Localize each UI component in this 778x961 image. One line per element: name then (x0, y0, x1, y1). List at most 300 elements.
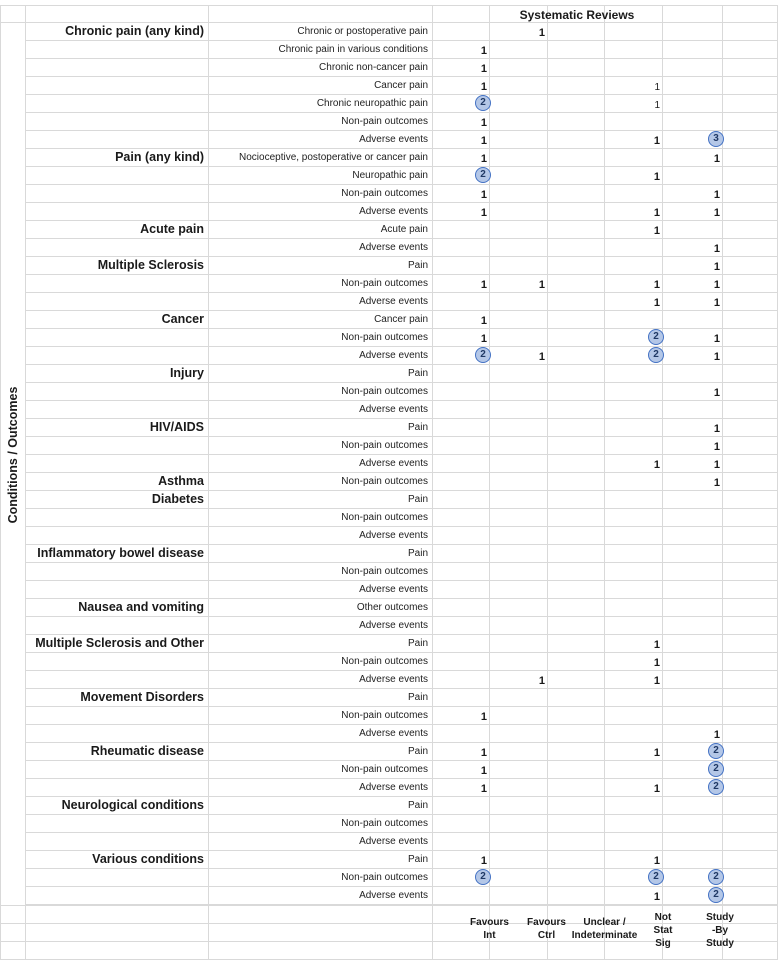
cell-favours_ctrl (489, 599, 547, 616)
cell-study_by_study (662, 653, 722, 670)
table-row (25, 221, 778, 239)
cell-unclear_indeterminate (547, 311, 604, 328)
cell-unclear_indeterminate (547, 797, 604, 814)
cell-favours_int (432, 671, 489, 688)
circled-count: 2 (708, 869, 724, 885)
cell-favours_int (432, 185, 489, 202)
row-tail (722, 365, 778, 382)
cell-not_stat_sig (604, 509, 662, 526)
cell-study_by_study (662, 473, 722, 490)
cell-unclear_indeterminate (547, 527, 604, 544)
cell-not_stat_sig (604, 401, 662, 418)
cell-favours_ctrl (489, 833, 547, 850)
cell-not_stat_sig (604, 131, 662, 148)
cell-not_stat_sig (604, 455, 662, 472)
row-tail (722, 671, 778, 688)
row-tail (722, 761, 778, 778)
condition-label (25, 401, 208, 418)
table-row (25, 293, 778, 311)
condition-label (25, 113, 208, 130)
cell-not_stat_sig (604, 41, 662, 58)
table-row (25, 203, 778, 221)
cell-favours_int (432, 473, 489, 490)
cell-study_by_study (662, 149, 722, 166)
cell-study_by_study (662, 59, 722, 76)
count: 1 (480, 333, 487, 345)
cell-favours_int (432, 545, 489, 562)
cell-not_stat_sig (604, 257, 662, 274)
cell-favours_ctrl (489, 527, 547, 544)
count: 1 (713, 297, 720, 309)
row-tail (722, 95, 778, 112)
cell-study_by_study (662, 131, 722, 148)
table-row (25, 419, 778, 437)
table-row (25, 815, 778, 833)
condition-label (25, 347, 208, 364)
outcome-label: Adverse events (359, 350, 428, 361)
table-title: Systematic Reviews (519, 8, 635, 22)
row-tail (722, 887, 778, 904)
cell-study_by_study (662, 203, 722, 220)
outcome-label: Non-pain outcomes (341, 440, 428, 451)
count: 1 (480, 783, 487, 795)
cell-favours_ctrl (489, 851, 547, 868)
cell-favours_int (432, 329, 489, 346)
cell-favours_ctrl (489, 95, 547, 112)
cell-favours_int (432, 59, 489, 76)
count: 1 (480, 63, 487, 75)
row-tail (722, 833, 778, 850)
cell-study_by_study (662, 491, 722, 508)
column-label-line: -By (711, 925, 729, 936)
condition-label (25, 239, 208, 256)
cell-favours_ctrl (489, 491, 547, 508)
condition-label (25, 617, 208, 634)
outcome-label: Adverse events (359, 782, 428, 793)
cell-study_by_study (662, 635, 722, 652)
row-tail (722, 59, 778, 76)
count: 1 (653, 855, 660, 867)
cell-favours_ctrl (489, 671, 547, 688)
table-row (25, 761, 778, 779)
circled-count: 2 (475, 869, 491, 885)
column-label-line: Indeterminate (571, 930, 638, 941)
count: 1 (480, 765, 487, 777)
cell-unclear_indeterminate (547, 347, 604, 364)
circled-count: 2 (708, 887, 724, 903)
cell-favours_int (432, 797, 489, 814)
cell-favours_ctrl (489, 329, 547, 346)
count: 1 (653, 675, 660, 687)
table-row (25, 887, 778, 905)
cell-study_by_study (662, 509, 722, 526)
cell-study_by_study (662, 455, 722, 472)
condition-label (25, 95, 208, 112)
cell-favours_ctrl (489, 509, 547, 526)
condition-label (25, 509, 208, 526)
table-row (25, 563, 778, 581)
condition-label: Multiple Sclerosis (97, 258, 204, 272)
count: 1 (713, 387, 720, 399)
cell-not_stat_sig (604, 797, 662, 814)
condition-label (25, 653, 208, 670)
cell-study_by_study (662, 689, 722, 706)
condition-label: Neurological conditions (61, 798, 204, 812)
cell-study_by_study (662, 113, 722, 130)
cell-unclear_indeterminate (547, 149, 604, 166)
count: 1 (480, 747, 487, 759)
count: 1 (713, 333, 720, 345)
cell-favours_ctrl (489, 887, 547, 904)
condition-label (25, 77, 208, 94)
condition-label (25, 41, 208, 58)
cell-study_by_study (662, 383, 722, 400)
column-label-study_by_study (665, 911, 775, 950)
table-row (25, 869, 778, 887)
cell-not_stat_sig (604, 833, 662, 850)
cell-study_by_study (662, 257, 722, 274)
cell-favours_ctrl (489, 563, 547, 580)
cell-study_by_study (662, 617, 722, 634)
cell-not_stat_sig (604, 563, 662, 580)
column-label-line: Int (483, 930, 496, 941)
circled-count: 2 (708, 761, 724, 777)
cell-study_by_study (662, 41, 722, 58)
cell-unclear_indeterminate (547, 851, 604, 868)
table-row (25, 185, 778, 203)
cell-favours_int (432, 689, 489, 706)
cell-not_stat_sig (604, 887, 662, 904)
cell-favours_ctrl (489, 293, 547, 310)
condition-label (25, 779, 208, 796)
cell-study_by_study (662, 329, 722, 346)
column-label-line: Study (706, 912, 734, 923)
cell-not_stat_sig (604, 149, 662, 166)
cell-study_by_study (662, 671, 722, 688)
cell-unclear_indeterminate (547, 689, 604, 706)
cell-not_stat_sig (604, 239, 662, 256)
condition-label (25, 833, 208, 850)
outcome-label: Cancer pain (374, 314, 428, 325)
table-body (0, 23, 778, 905)
cell-not_stat_sig (604, 59, 662, 76)
table-row (25, 77, 778, 95)
row-tail (722, 527, 778, 544)
cell-favours_ctrl (489, 221, 547, 238)
count: 1 (713, 153, 720, 165)
condition-label (25, 131, 208, 148)
condition-label: Various conditions (92, 852, 204, 866)
cell-study_by_study (662, 779, 722, 796)
cell-study_by_study (662, 797, 722, 814)
outcome-label: Non-pain outcomes (341, 818, 428, 829)
table-row (25, 527, 778, 545)
condition-label (25, 59, 208, 76)
cell-favours_int (432, 437, 489, 454)
row-tail (722, 383, 778, 400)
table-row (25, 779, 778, 797)
cell-unclear_indeterminate (547, 257, 604, 274)
count: 1 (654, 100, 660, 111)
outcome-label: Adverse events (359, 296, 428, 307)
table-row (25, 365, 778, 383)
cell-unclear_indeterminate (547, 671, 604, 688)
cell-study_by_study (662, 167, 722, 184)
table-row (25, 401, 778, 419)
cell-favours_ctrl (489, 455, 547, 472)
count: 1 (538, 279, 545, 291)
table-row (25, 257, 778, 275)
row-tail (722, 635, 778, 652)
row-tail (722, 563, 778, 580)
cell-not_stat_sig (604, 347, 662, 364)
cell-favours_ctrl (489, 743, 547, 760)
cell-favours_ctrl (489, 239, 547, 256)
outcome-label: Pain (407, 638, 428, 649)
table-row (25, 167, 778, 185)
cell-favours_int (432, 635, 489, 652)
condition-label (25, 437, 208, 454)
count: 1 (538, 675, 545, 687)
row-tail (722, 185, 778, 202)
condition-label (25, 887, 208, 904)
row-tail (722, 149, 778, 166)
condition-label (25, 203, 208, 220)
cell-study_by_study (662, 275, 722, 292)
cell-study_by_study (662, 95, 722, 112)
cell-favours_ctrl (489, 113, 547, 130)
count: 1 (480, 117, 487, 129)
cell-favours_ctrl (489, 23, 547, 40)
table-row (25, 329, 778, 347)
cell-favours_int (432, 599, 489, 616)
outcome-label: Pain (407, 422, 428, 433)
count: 1 (713, 459, 720, 471)
row-tail (722, 203, 778, 220)
table-row (25, 455, 778, 473)
row-tail (722, 437, 778, 454)
cell-not_stat_sig (604, 383, 662, 400)
outcome-label: Non-pain outcomes (341, 332, 428, 343)
row-tail (722, 419, 778, 436)
count: 1 (653, 459, 660, 471)
row-tail (722, 41, 778, 58)
header-band (0, 5, 778, 23)
row-tail (722, 239, 778, 256)
cell-unclear_indeterminate (547, 185, 604, 202)
column-label-line: Ctrl (537, 930, 556, 941)
cell-favours_int (432, 293, 489, 310)
cell-not_stat_sig (604, 527, 662, 544)
cell-favours_ctrl (489, 419, 547, 436)
cell-not_stat_sig (604, 671, 662, 688)
outcome-label: Adverse events (359, 458, 428, 469)
cell-unclear_indeterminate (547, 635, 604, 652)
cell-study_by_study (662, 833, 722, 850)
table-row (25, 347, 778, 365)
cell-favours_int (432, 401, 489, 418)
condition-label: Pain (any kind) (115, 150, 204, 164)
condition-label (25, 185, 208, 202)
cell-favours_int (432, 491, 489, 508)
row-tail (722, 689, 778, 706)
cell-favours_int (432, 527, 489, 544)
row-tail (722, 851, 778, 868)
cell-unclear_indeterminate (547, 23, 604, 40)
outcome-label: Pain (407, 368, 428, 379)
cell-not_stat_sig (604, 311, 662, 328)
cell-unclear_indeterminate (547, 743, 604, 760)
cell-favours_ctrl (489, 149, 547, 166)
table-row (25, 239, 778, 257)
cell-favours_ctrl (489, 761, 547, 778)
cell-favours_ctrl (489, 689, 547, 706)
cell-favours_ctrl (489, 653, 547, 670)
cell-not_stat_sig (604, 293, 662, 310)
outcome-label: Non-pain outcomes (341, 386, 428, 397)
count: 1 (480, 315, 487, 327)
cell-unclear_indeterminate (547, 653, 604, 670)
cell-not_stat_sig (604, 221, 662, 238)
circled-count: 3 (708, 131, 724, 147)
circled-count: 2 (648, 347, 664, 363)
count: 1 (538, 351, 545, 363)
row-tail (722, 815, 778, 832)
row-tail (722, 23, 778, 40)
cell-study_by_study (662, 311, 722, 328)
cell-favours_int (432, 113, 489, 130)
outcome-label: Non-pain outcomes (341, 656, 428, 667)
cell-study_by_study (662, 221, 722, 238)
cell-unclear_indeterminate (547, 617, 604, 634)
count: 1 (713, 261, 720, 273)
outcome-label: Non-pain outcomes (341, 872, 428, 883)
count: 1 (713, 477, 720, 489)
cell-favours_int (432, 77, 489, 94)
cell-not_stat_sig (604, 113, 662, 130)
condition-label (25, 671, 208, 688)
count: 1 (713, 351, 720, 363)
condition-label (25, 167, 208, 184)
cell-study_by_study (662, 23, 722, 40)
count: 1 (713, 729, 720, 741)
cell-not_stat_sig (604, 599, 662, 616)
count: 1 (654, 82, 660, 93)
row-tail (722, 581, 778, 598)
table-row (25, 113, 778, 131)
cell-favours_int (432, 167, 489, 184)
column-label-line: Study (706, 938, 734, 949)
cell-favours_int (432, 131, 489, 148)
row-tail (722, 491, 778, 508)
cell-favours_int (432, 815, 489, 832)
condition-label: Diabetes (151, 492, 204, 506)
row-tail (722, 311, 778, 328)
condition-label (25, 707, 208, 724)
cell-not_stat_sig (604, 815, 662, 832)
cell-favours_int (432, 707, 489, 724)
outcome-label: Adverse events (359, 674, 428, 685)
row-tail (722, 131, 778, 148)
outcome-label: Non-pain outcomes (341, 476, 428, 487)
row-tail (722, 113, 778, 130)
condition-label: Acute pain (140, 222, 204, 236)
cell-study_by_study (662, 581, 722, 598)
cell-unclear_indeterminate (547, 329, 604, 346)
cell-study_by_study (662, 419, 722, 436)
row-tail (722, 653, 778, 670)
cell-study_by_study (662, 545, 722, 562)
count: 1 (653, 207, 660, 219)
row-tail (722, 509, 778, 526)
condition-label (25, 275, 208, 292)
condition-label (25, 383, 208, 400)
outcome-label: Pain (407, 854, 428, 865)
cell-favours_int (432, 653, 489, 670)
row-tail (722, 257, 778, 274)
cell-unclear_indeterminate (547, 41, 604, 58)
count: 1 (480, 207, 487, 219)
cell-not_stat_sig (604, 617, 662, 634)
outcome-label: Non-pain outcomes (341, 116, 428, 127)
condition-label (25, 581, 208, 598)
cell-favours_ctrl (489, 635, 547, 652)
cell-favours_ctrl (489, 401, 547, 418)
row-tail (722, 617, 778, 634)
table-row (25, 473, 778, 491)
condition-label (25, 725, 208, 742)
column-label-line: Sig (655, 938, 671, 949)
row-tail (722, 455, 778, 472)
cell-study_by_study (662, 869, 722, 886)
count: 1 (480, 45, 487, 57)
cell-unclear_indeterminate (547, 401, 604, 418)
cell-favours_ctrl (489, 185, 547, 202)
cell-unclear_indeterminate (547, 815, 604, 832)
outcome-label: Adverse events (359, 584, 428, 595)
cell-study_by_study (662, 437, 722, 454)
cell-not_stat_sig (604, 869, 662, 886)
cell-not_stat_sig (604, 707, 662, 724)
count: 1 (653, 783, 660, 795)
cell-favours_int (432, 581, 489, 598)
count: 1 (653, 747, 660, 759)
cell-unclear_indeterminate (547, 833, 604, 850)
cell-unclear_indeterminate (547, 437, 604, 454)
row-tail (722, 401, 778, 418)
cell-unclear_indeterminate (547, 725, 604, 742)
count: 1 (713, 243, 720, 255)
condition-label: Chronic pain (any kind) (65, 24, 204, 38)
cell-not_stat_sig (604, 491, 662, 508)
count: 1 (713, 423, 720, 435)
condition-label (25, 527, 208, 544)
circled-count: 2 (648, 869, 664, 885)
cell-favours_ctrl (489, 725, 547, 742)
outcome-label: Chronic or postoperative pain (297, 26, 428, 37)
table-row (25, 383, 778, 401)
cell-unclear_indeterminate (547, 509, 604, 526)
cell-study_by_study (662, 707, 722, 724)
cell-not_stat_sig (604, 653, 662, 670)
cell-unclear_indeterminate (547, 293, 604, 310)
outcome-label: Adverse events (359, 620, 428, 631)
count: 1 (713, 189, 720, 201)
cell-favours_ctrl (489, 581, 547, 598)
cell-not_stat_sig (604, 761, 662, 778)
row-tail (722, 293, 778, 310)
count: 1 (480, 189, 487, 201)
